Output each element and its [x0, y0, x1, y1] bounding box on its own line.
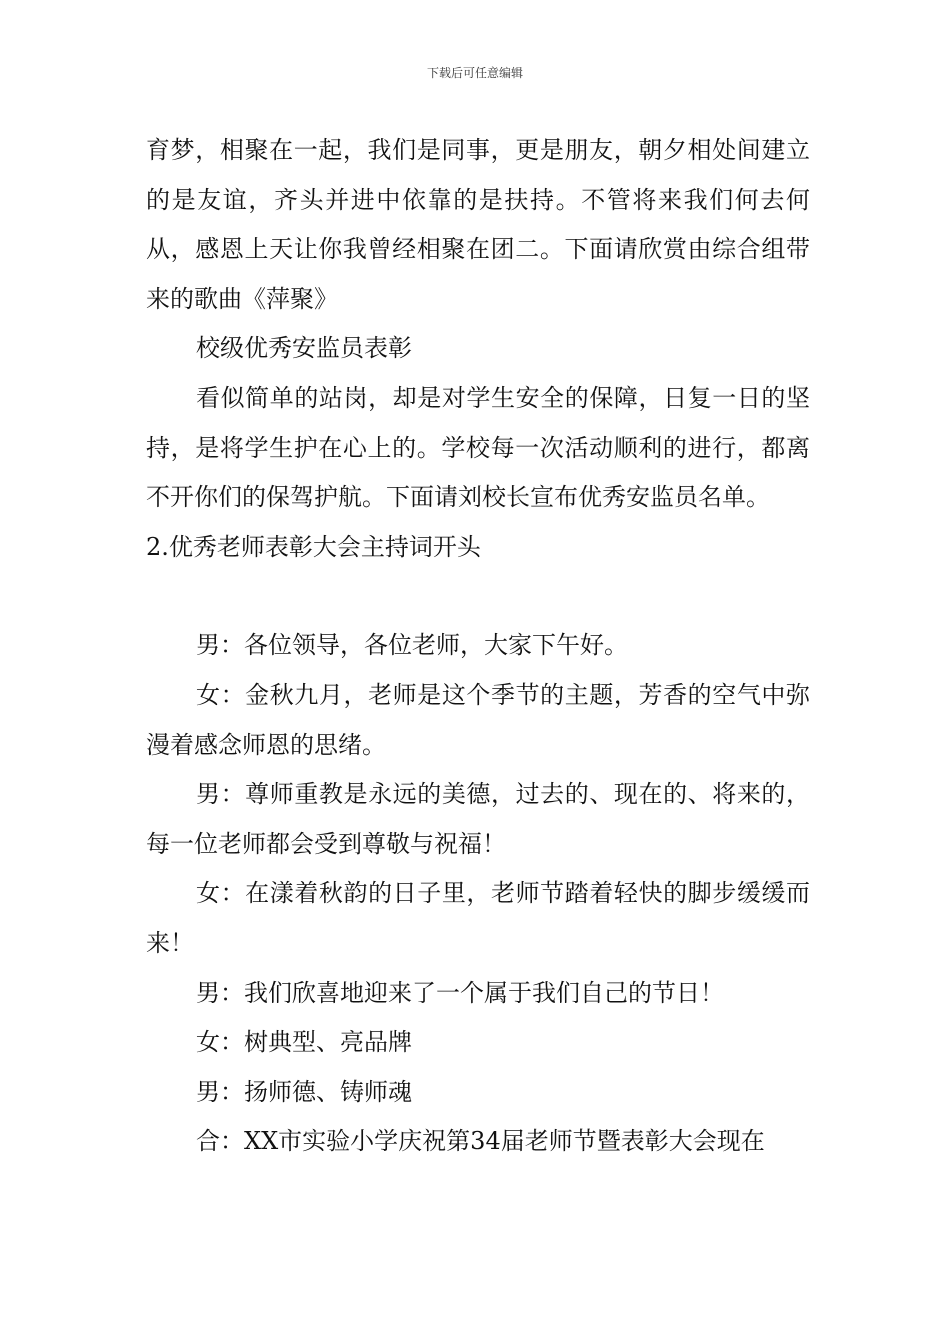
- section-heading: 2.优秀老师表彰大会主持词开头: [146, 532, 481, 561]
- paragraph-friendship: 育梦，相聚在一起，我们是同事，更是朋友，朝夕相处间建立的是友谊，齐头并进中依靠的是扶持。不管将来我们何去何从，感恩上天让你我曾经相聚在团二。下面请欣赏由综合组带来的歌曲《萍聚》: [146, 136, 810, 313]
- page-header-note: 下载后可任意编辑: [426, 66, 523, 80]
- dialogue-line: 男：扬师德、铸师魂: [196, 1077, 412, 1106]
- paragraph-section-title: 校级优秀安监员表彰: [196, 334, 412, 363]
- dialogue-line: 女：在漾着秋韵的日子里，老师节踏着轻快的脚步缓缓而来！: [146, 879, 810, 957]
- dialogue-line: 女：树典型、亮品牌: [196, 1028, 412, 1057]
- dialogue-line: 合：XX市实验小学庆祝第34届老师节暨表彰大会现在: [196, 1127, 765, 1156]
- paragraph-safety-monitors: 看似简单的站岗，却是对学生安全的保障，日复一日的坚持，是将学生护在心上的。学校每一次活动顺利的进行，都离不开你们的保驾护航。下面请刘校长宣布优秀安监员名单。: [146, 383, 810, 512]
- document-body: [146, 126, 810, 1167]
- blank-line: [146, 572, 810, 621]
- dialogue-line: 男：尊师重教是永远的美德，过去的、现在的、将来的，每一位老师都会受到尊敬与祝福！: [146, 780, 810, 858]
- dialogue-line: 男：我们欣喜地迎来了一个属于我们自己的节日！: [196, 978, 724, 1007]
- dialogue-line: 女：金秋九月，老师是这个季节的主题，芳香的空气中弥漫着感念师恩的思绪。: [146, 680, 810, 759]
- dialogue-line: 男：各位领导，各位老师，大家下午好。: [196, 631, 628, 660]
